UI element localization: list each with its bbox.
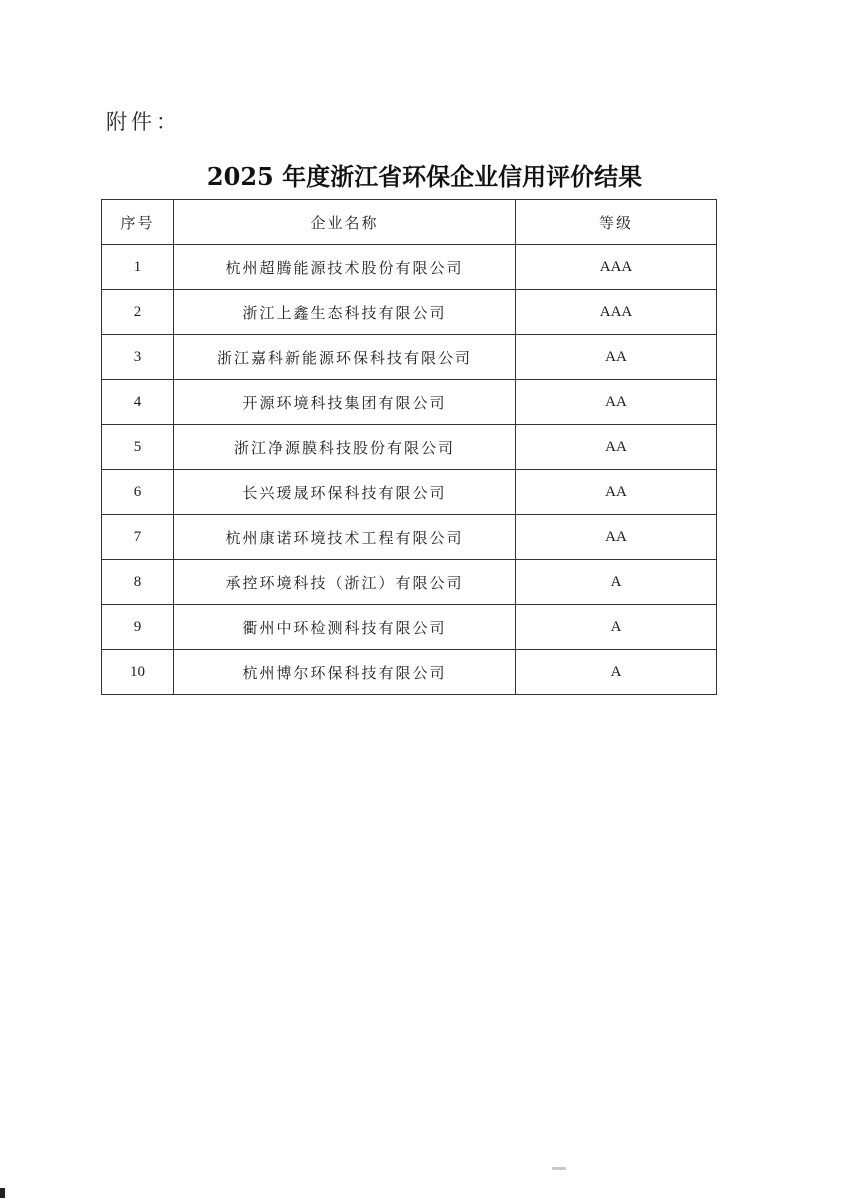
row-grade: AA [516, 515, 717, 560]
row-serial-number: 1 [102, 245, 174, 290]
row-grade: A [516, 560, 717, 605]
row-company-name: 杭州超腾能源技术股份有限公司 [174, 245, 516, 290]
header-serial-number: 序号 [102, 200, 174, 245]
scan-corner-mark [0, 1188, 5, 1198]
credit-results-table [101, 199, 717, 695]
table-row [102, 470, 717, 515]
row-company-name: 开源环境科技集团有限公司 [174, 380, 516, 425]
row-serial-number: 4 [102, 380, 174, 425]
scan-speck [552, 1167, 566, 1170]
row-serial-number: 5 [102, 425, 174, 470]
row-company-name: 长兴瑷晟环保科技有限公司 [174, 470, 516, 515]
row-grade: AA [516, 380, 717, 425]
row-company-name: 承控环境科技（浙江）有限公司 [174, 560, 516, 605]
row-serial-number: 3 [102, 335, 174, 380]
table-row [102, 245, 717, 290]
table-row [102, 425, 717, 470]
table-header-row [102, 200, 717, 245]
row-serial-number: 10 [102, 650, 174, 695]
row-grade: AAA [516, 290, 717, 335]
table-row [102, 290, 717, 335]
row-grade: A [516, 605, 717, 650]
row-serial-number: 8 [102, 560, 174, 605]
row-grade: AA [516, 470, 717, 515]
row-grade: A [516, 650, 717, 695]
table-row [102, 560, 717, 605]
row-grade: AA [516, 335, 717, 380]
row-company-name: 浙江上鑫生态科技有限公司 [174, 290, 516, 335]
row-serial-number: 2 [102, 290, 174, 335]
table-row [102, 380, 717, 425]
row-grade: AAA [516, 245, 717, 290]
table-row [102, 335, 717, 380]
row-company-name: 浙江嘉科新能源环保科技有限公司 [174, 335, 516, 380]
attachment-label: 附件： [106, 110, 181, 134]
row-serial-number: 9 [102, 605, 174, 650]
row-grade: AA [516, 425, 717, 470]
header-company-name: 企业名称 [174, 200, 516, 245]
row-company-name: 杭州康诺环境技术工程有限公司 [174, 515, 516, 560]
row-serial-number: 7 [102, 515, 174, 560]
header-grade: 等级 [516, 200, 717, 245]
table-row [102, 605, 717, 650]
row-company-name: 杭州博尔环保科技有限公司 [174, 650, 516, 695]
document-title: 2025 年度浙江省环保企业信用评价结果 [206, 162, 643, 191]
row-company-name: 衢州中环检测科技有限公司 [174, 605, 516, 650]
table-row [102, 515, 717, 560]
row-company-name: 浙江净源膜科技股份有限公司 [174, 425, 516, 470]
table-row [102, 650, 717, 695]
row-serial-number: 6 [102, 470, 174, 515]
